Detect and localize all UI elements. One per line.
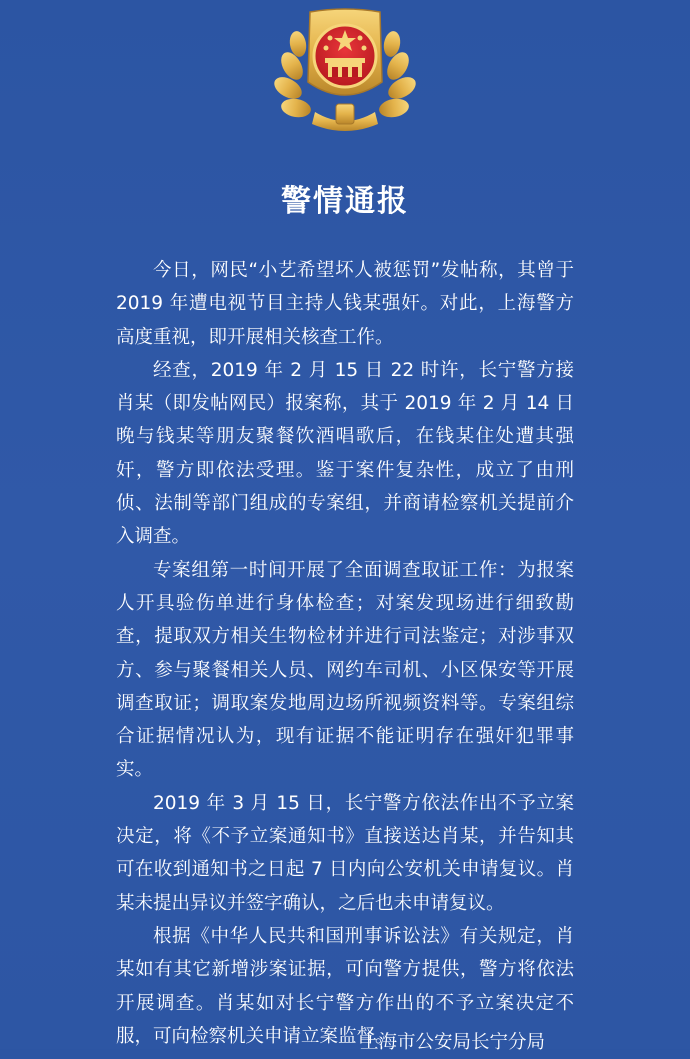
police-emblem-icon xyxy=(270,4,420,140)
notice-body xyxy=(116,254,574,1053)
page-title: 警情通报 xyxy=(281,184,409,219)
paragraph: 专案组第一时间开展了全面调查取证工作：为报案人开具验伤单进行身体检查；对案发现场进行细致勘查，提取双方相关生物检材并进行司法鉴定；对涉事双方、参与聚餐相关人员、网约车司机、小区保安等开展调查取证；调取案发地周边场所视频资料等。专案组综合证据情况认为，现有证据不能证明存在强奸犯罪事实。 xyxy=(116,559,574,781)
paragraph: 根据《中华人民共和国刑事诉讼法》有关规定，肖某如有其它新增涉案证据，可向警方提供，警方将依法开展调查。肖某如对长宁警方作出的不予立案决定不服，可向检察机关申请立案监督。 xyxy=(116,925,574,1047)
issuer-signature: 上海市公安局长宁分局 xyxy=(360,1032,546,1053)
paragraph: 今日，网民“小艺希望坏人被惩罚”发帖称，其曾于 2019 年遭电视节目主持人钱某强奸。对此，上海警方高度重视，即开展相关核查工作。 xyxy=(116,260,574,348)
paragraph: 2019 年 3 月 15 日，长宁警方依法作出不予立案决定，将《不予立案通知书》直接送达肖某，并告知其可在收到通知书之日起 7 日内向公安机关申请复议。肖某未提出异议并签字确认，之后也未申请复议。 xyxy=(116,792,574,914)
paragraph: 经查，2019 年 2 月 15 日 22 时许，长宁警方接肖某（即发帖网民）报案称，其于 2019 年 2 月 14 日晚与钱某等朋友聚餐饮酒唱歌后，在钱某住处遭其强奸，警方即依法受理。鉴于案件复杂性，成立了由刑侦、法制等部门组成的专案组，并商请检察机关提前介入调查。 xyxy=(116,359,574,548)
